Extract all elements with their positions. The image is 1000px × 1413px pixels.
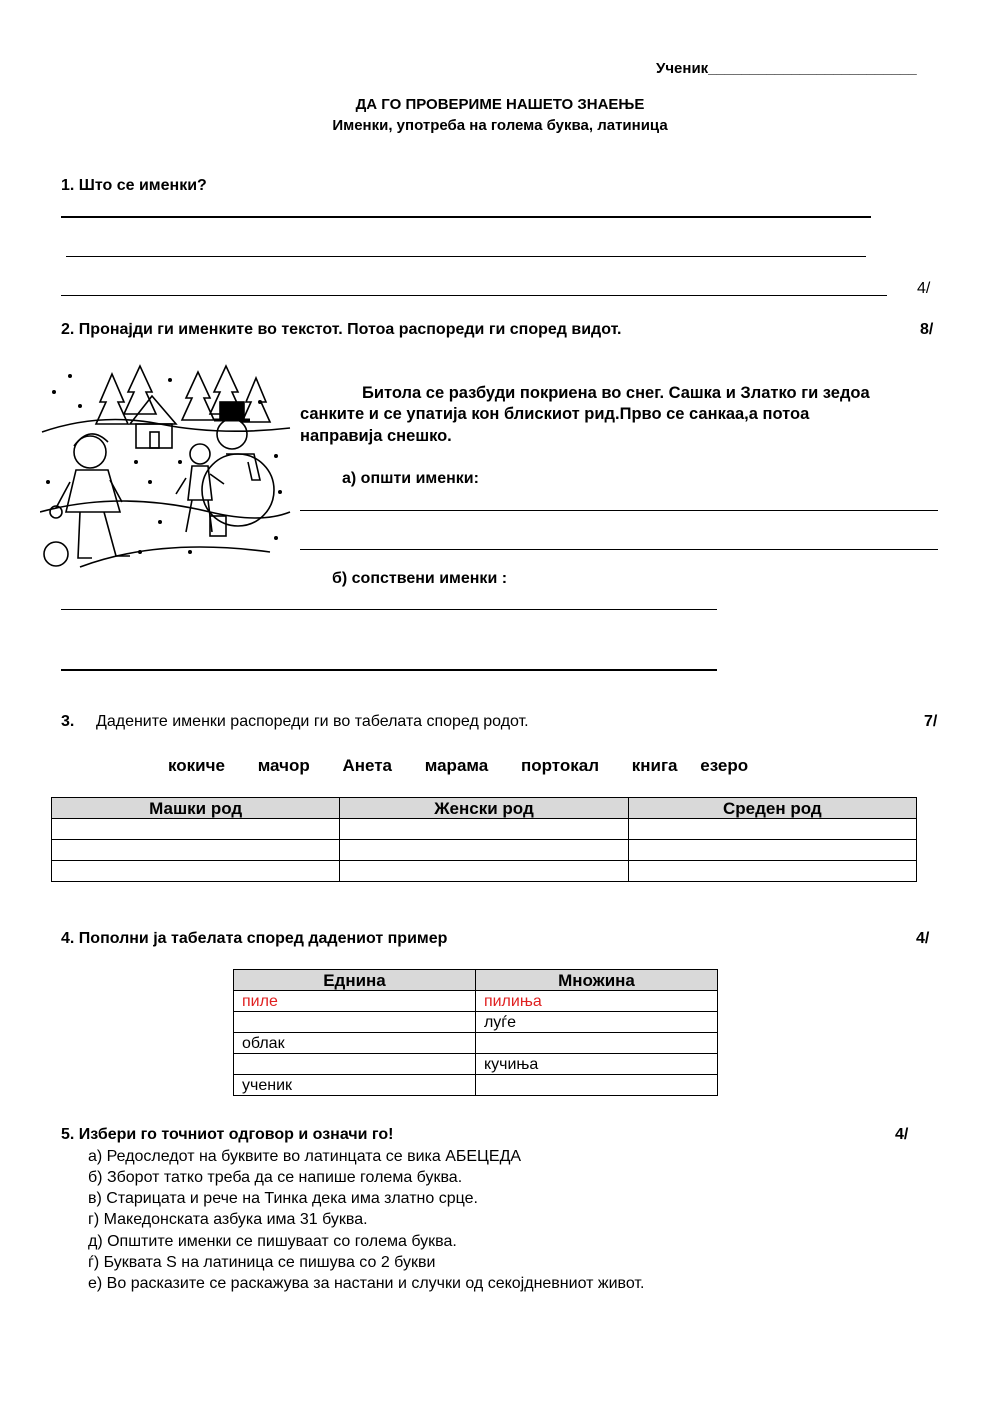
table-header: Среден род — [628, 798, 916, 819]
q3-word-bank — [168, 756, 776, 776]
child-icon — [176, 444, 226, 536]
word-item: езеро — [700, 756, 749, 775]
table-cell[interactable] — [52, 840, 340, 861]
q2-passage-line-3: направија снешко. — [300, 427, 452, 445]
q5-option[interactable]: а) Редоследот на буквите во латинцата се вика АБЕЦЕДА — [88, 1148, 522, 1165]
table-row — [234, 1054, 718, 1075]
q5-option[interactable]: б) Зборот татко треба да се напише голема буква. — [88, 1169, 463, 1186]
q2-passage-line-2: санките и се упатија кон блискиот рид.Прво се санкаа,а потоа — [300, 405, 810, 423]
table-row — [52, 819, 917, 840]
table-cell[interactable] — [52, 861, 340, 882]
q2-common-answer-line-1[interactable] — [300, 510, 938, 511]
number-table — [233, 969, 718, 1096]
q1-answer-line-1[interactable] — [61, 216, 871, 218]
table-cell[interactable] — [234, 1012, 476, 1033]
q2-proper-answer-line-2[interactable] — [61, 669, 717, 671]
table-cell: ученик — [234, 1075, 476, 1096]
q5-option[interactable]: в) Старицата и рече на Тинка дека има златно срце. — [88, 1190, 478, 1207]
table-cell[interactable] — [475, 1075, 717, 1096]
table-row — [52, 861, 917, 882]
q5-option[interactable]: е) Во расказите се раскажува за настани и случки од секојдневниот живот. — [88, 1275, 645, 1292]
q5-score: 4/ — [895, 1126, 909, 1143]
table-cell[interactable] — [234, 1054, 476, 1075]
q2-proper-answer-line-1[interactable] — [61, 609, 717, 610]
page-title: ДА ГО ПРОВЕРИМЕ НАШЕТО ЗНАЕЊЕ — [355, 96, 645, 113]
table-cell: кучиња — [475, 1054, 717, 1075]
word-item: кокиче — [168, 756, 225, 775]
table-cell[interactable] — [340, 861, 628, 882]
table-row — [52, 840, 917, 861]
q1-answer-line-3[interactable] — [61, 295, 887, 296]
table-cell[interactable] — [628, 861, 916, 882]
girl-icon — [50, 434, 130, 558]
example-plural: пилиња — [475, 991, 717, 1012]
table-row — [234, 991, 718, 1012]
table-header: Женски род — [340, 798, 628, 819]
page-subtitle: Именки, употреба на голема буква, латиница — [332, 117, 668, 134]
table-cell[interactable] — [628, 840, 916, 861]
q2-question: 2. Пронајди ги именките во текстот. Потоа распореди ги според видот. — [61, 321, 622, 338]
q4-question: 4. Пополни ја табелата според дадениот пример — [61, 930, 448, 947]
table-cell[interactable] — [340, 840, 628, 861]
q1-score: 4/ — [917, 280, 931, 297]
q2-score: 8/ — [920, 321, 934, 338]
q3-number: 3. — [61, 713, 75, 730]
q2-passage-line-1: Битола се разбуди покриена во снег. Сашка и Златко ги зедоа — [362, 384, 870, 402]
table-header: Еднина — [234, 970, 476, 991]
example-singular: пиле — [234, 991, 476, 1012]
q4-score: 4/ — [916, 930, 930, 947]
q1-question: 1. Што се именки? — [61, 177, 207, 194]
word-item: мачор — [257, 756, 310, 775]
q2-proper-nouns-label: б) сопствени именки : — [332, 570, 508, 587]
table-row — [234, 1075, 718, 1096]
table-cell[interactable] — [52, 819, 340, 840]
q5-question: 5. Избери го точниот одговор и означи го! — [61, 1126, 394, 1143]
word-item: книга — [631, 756, 678, 775]
table-header: Машки род — [52, 798, 340, 819]
q1-answer-line-2[interactable] — [66, 256, 866, 257]
q5-option[interactable]: г) Македонската азбука има 31 буква. — [88, 1211, 368, 1228]
table-cell[interactable] — [628, 819, 916, 840]
q5-option[interactable]: ѓ) Буквата S на латиница се пишува со 2 букви — [88, 1254, 436, 1271]
q2-common-nouns-label: а) општи именки: — [342, 470, 479, 487]
q2-common-answer-line-2[interactable] — [300, 549, 938, 550]
word-item: портокал — [520, 756, 599, 775]
table-cell: луѓе — [475, 1012, 717, 1033]
student-name-field[interactable]: Ученик_________________________ — [656, 60, 917, 77]
winter-illustration — [40, 362, 292, 574]
q3-score: 7/ — [924, 713, 938, 730]
word-item: марама — [424, 756, 489, 775]
table-cell: облак — [234, 1033, 476, 1054]
gender-table — [51, 797, 917, 882]
q5-option[interactable]: д) Општите именки се пишуваат со голема буква. — [88, 1233, 457, 1250]
word-item: Анета — [342, 756, 393, 775]
table-row — [234, 1012, 718, 1033]
table-row — [234, 1033, 718, 1054]
q3-question: Дадените именки распореди ги во табелата според родот. — [96, 713, 529, 730]
table-cell[interactable] — [475, 1033, 717, 1054]
table-header: Множина — [475, 970, 717, 991]
table-cell[interactable] — [340, 819, 628, 840]
